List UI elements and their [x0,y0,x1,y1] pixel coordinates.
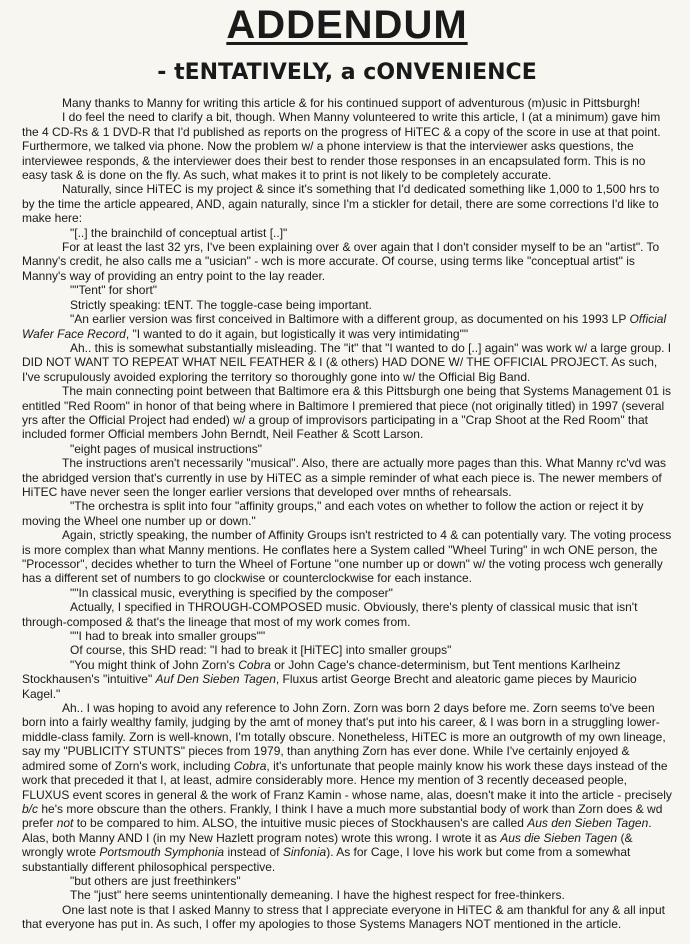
quoted-line: "but others are just freethinkers" [70,873,241,888]
paragraph: One last note is that I asked Manny to stress that I appreciate everyone in HiTEC & am thankful for any & all input that everyone has put in. As such, I offer my apologies to those Systems Managers NOT mentioned in the article. [22,902,665,932]
page-title [22,2,672,48]
quoted-line: ""Tent" for short" [70,283,158,298]
quoted-line: Of course, this SHD read: "I had to break it [HiTEC] into smaller groups" [70,643,452,658]
quoted-line: "The orchestra is split into four "affinity groups," and each votes on whether to follow the action or reject it by moving the Wheel one number up or down." [22,499,644,528]
quoted-line: Strictly speaking: tENT. The toggle-case being important. [70,297,372,312]
title-text: ADDENDUM [226,3,468,47]
quoted-line: ""I had to break into smaller groups"" [70,629,266,644]
paragraph: The instructions aren't necessarily "musical". Also, there are actually more pages than this. What Manny rc'vd was the abridged version that's currently in use by HiTEC as a simple reminder of what each piece is. The newer members of HiTEC have never seen the longer earlier versions that developed over mnths of rehearsals. [22,456,667,499]
quoted-line: "An earlier version was first conceived in Baltimore with a different group, as documented on his 1993 LP Official Wafer Face Record, "I wanted to do it again, but logistically it was very intimidating"" [22,312,667,341]
quoted-line: "You might think of John Zorn's Cobra or John Cage's chance-determinism, but Tent mentions Karlheinz Stockhausen's "intuitive" Auf Den Sieben Tagen, Fluxus artist George Brecht and aleatoric game pieces by Mauricio Kagel." [22,657,637,701]
page-subtitle: - tENTATIVELY, a cONVENIENCE [157,60,537,85]
paragraph: Naturally, since HiTEC is my project & since it's something that I'd dedicated something like 1,000 to 1,500 hrs to by the time the article appeared, AND, again naturally, since I'm a stickler for detail, there are some corrections I'd like to make here: [22,182,660,226]
paragraph: I do feel the need to clarify a bit, though. When Manny volunteered to write this article, I (at a minimum) gave him the 4 CD-Rs & 1 DVD-R that I'd published as reports on the progress of HiTEC & a copy of the score in use at that point. Furthermore, we talked via phone. Now the problem w/ a phone interview is that the interviewer asks questions, the interviewee responds, & the interviewer does their best to render those responses in an encapsulated form. This is no easy task & is done on the fly. As such, what makes it to print is not likely to be completely accurate. [22,110,661,183]
quoted-line: The "just" here seems unintentionally demeaning. I have the highest respect for free-thinkers. [70,888,565,903]
quoted-line: ""In classical music, everything is specified by the composer" [70,585,393,600]
paragraph: Again, strictly speaking, the number of Affinity Groups isn't restricted to 4 & can potentially vary. The voting process is more complex than what Manny mentions. He conflates here a System called "Wheel Turing" in wch ONE person, the "Processor", decides whether to turn the Wheel of Fortune "one number up or down" w/ the voting process wch generally has a different set of numbers to go clockwise or counterclockwise for each instance. [22,528,672,586]
paragraph: For at least the last 32 yrs, I've been explaining over & over again that I don't consider myself to be an "artist". To Manny's credit, he also calls me a "usician" - wch is more accurate. Of course, using terms like "conceptual artist" is Manny's way of providing an entry point to the lay reader. [22,240,660,283]
article-body [22,96,672,932]
paragraph: The main connecting point between that Baltimore era & this Pittsburgh one being that Systems Management 01 is entitled "Red Room" in honor of that being where in Baltimore I premiered that piece (not originally titled) in 1997 (several yrs after the Official Project had ended) w/ a group of improvisors participating in a "Crap Shoot at the Red Room" that included former Official members John Berndt, Neil Feather & Scott Larson. [22,384,672,442]
paragraph: Many thanks to Manny for writing this article & for his continued support of adventurous (m)usic in Pittsburgh! [62,96,641,110]
paragraph: Ah.. I was hoping to avoid any reference to John Zorn. Zorn was born 2 days before me. Zorn seems to've been born into a fairly wealthy family, judging by the amt of money that's put into his career, & I was born in a struggling lower-middle-class family. Zorn is well-known, I'm totally obscure. Nonetheless, HiTEC is more an outgrowth of my own lineage, say my "PUBLICITY STUNTS" pieces from 1979, than anything Zorn has ever done. While I've certainly enjoyed & admired some of Zorn's work, including Cobra, it's unfortunate that people mainly know his work these days instead of the work that preceded it that I, at least, admire considerably more. Hence my mention of 3 recently deceased people, FLUXUS event scores in general & the work of Franz Kamin - whose name, alas, doesn't make it into the article - precisely b/c he's more obscure than the others. Frankly, I think I have a much more substantial body of work than Zorn does & wd prefer not to be compared to him. ALSO, the intuitive music pieces of Stockhausen's are called Aus den Sieben Tagen. Alas, both Manny AND I (in my New Hazlett program notes) wrote this wrong. I wrote it as Aus die Sieben Tagen (& wrongly wrote Portsmouth Symphonia instead of Sinfonia). As for Cage, I love his work but come from a somewhat substantially different philosophical perspective. [22,701,672,874]
quoted-line: "eight pages of musical instructions" [70,441,262,456]
quoted-line: Actually, I specified in THROUGH-COMPOSED music. Obviously, there's plenty of classical music that isn't through-composed & that's the lineage that most of my work comes from. [22,600,638,629]
quoted-line: Ah.. this is somewhat substantially misleading. The "it" that "I wanted to do [..] again" was work w/ a large group. I DID NOT WANT TO REPEAT WHAT NEIL FEATHER & I (& others) HAD DONE W/ THE OFFICIAL PROJECT. As such, I've scrupulously avoided exploring the territory so thoroughly gone into w/ the Official Big Band. [22,340,672,384]
quoted-line: "[..] the brainchild of conceptual artist [..]" [70,225,288,240]
